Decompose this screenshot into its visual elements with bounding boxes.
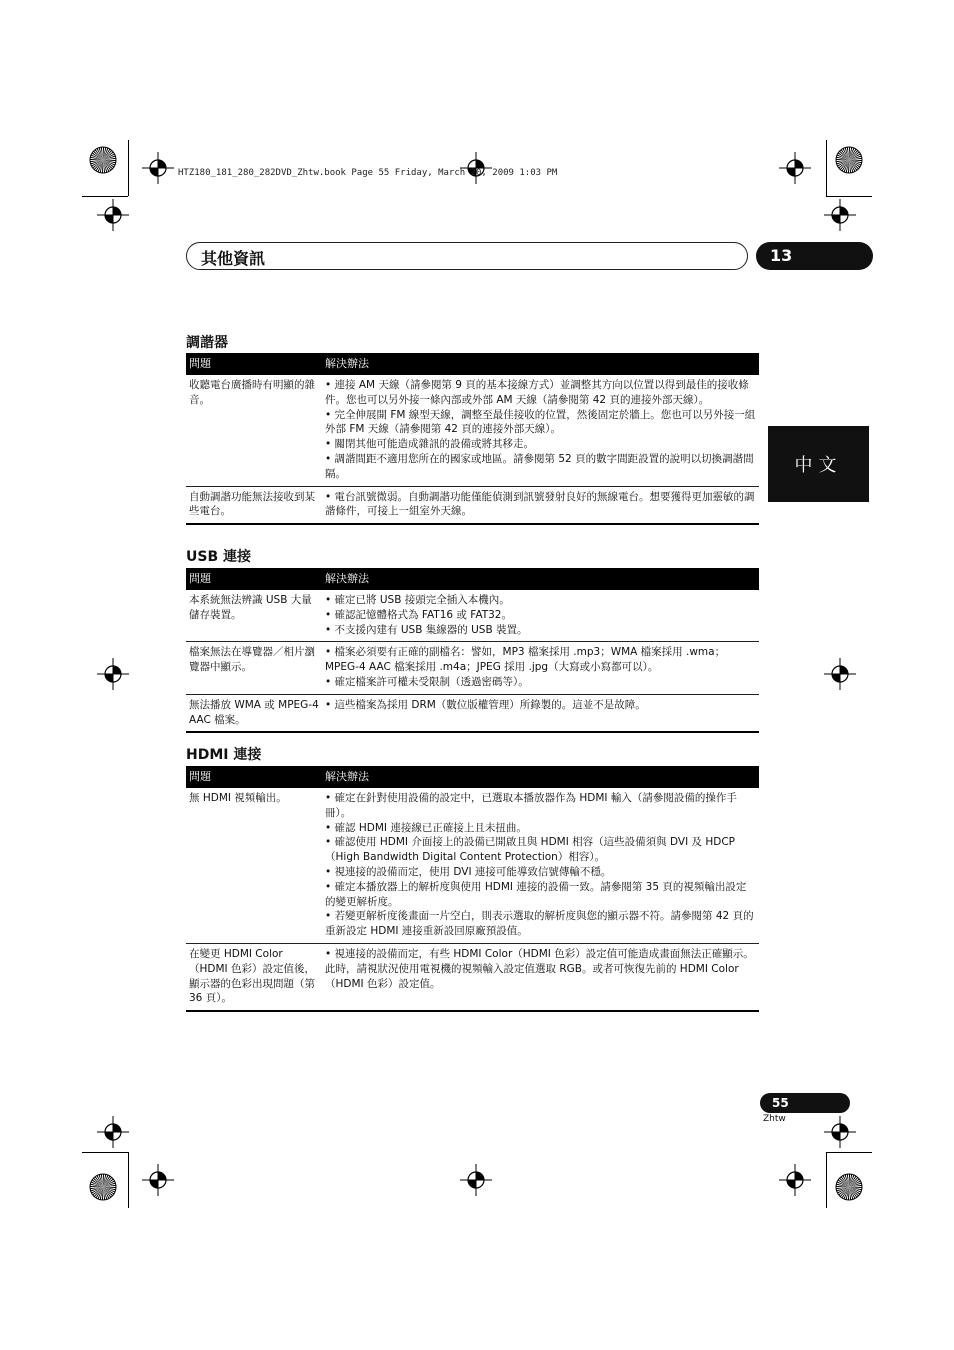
language-side-tab: 中文 (768, 426, 869, 502)
solution-item: • 確定已將 USB 接頭完全插入本機內。 (325, 594, 510, 606)
problem-cell: 檔案無法在導覽器／相片瀏覽器中顯示。 (186, 642, 322, 694)
trim-line (826, 140, 827, 196)
solution-item: • 確認使用 HDMI 介面接上的設備已開啟且與 HDMI 相容（這些設備須與 DVI 及 HDCP（High Bandwidth Digital Content Protection）相容）。 (325, 836, 735, 864)
table-row (186, 943, 759, 1011)
solution-cell (322, 694, 759, 732)
table-row (186, 642, 759, 694)
starburst-target-icon (835, 146, 863, 174)
solution-item: • 確認記憶體格式為 FAT16 或 FAT32。 (325, 608, 512, 621)
solution-item: • 視連接的設備而定，使用 DVI 連接可能導致信號傳輸不穩。 (325, 865, 612, 878)
solution-cell (322, 375, 759, 486)
registration-mark-icon (824, 199, 856, 231)
problem-cell: 本系統無法辨識 USB 大量儲存裝置。 (186, 590, 322, 642)
registration-mark-icon (142, 1164, 174, 1196)
problem-cell: 自動調諧功能無法接收到某些電台。 (186, 486, 322, 524)
column-header-solution: 解決辦法 (322, 353, 759, 375)
page-language-code: Zhtw (763, 1114, 786, 1124)
problem-cell: 無 HDMI 視頻輸出。 (186, 788, 322, 943)
table-row (186, 788, 759, 943)
solution-item: • 這些檔案為採用 DRM（數位版權管理）所錄製的。這並不是故障。 (325, 698, 646, 711)
solution-cell (322, 590, 759, 642)
chapter-number-badge: 13 (756, 242, 873, 270)
usb-table (186, 568, 759, 733)
section-title-hdmi: HDMI 連接 (186, 747, 262, 763)
trim-line (128, 1152, 129, 1208)
solution-item: • 確認 HDMI 連接線已正確接上且未扭曲。 (325, 821, 527, 834)
chapter-title-bar (186, 242, 748, 270)
trim-line (128, 140, 129, 196)
column-header-solution: 解決辦法 (322, 568, 759, 590)
solution-cell (322, 788, 759, 943)
trim-line (82, 196, 128, 197)
problem-cell: 收聽電台廣播時有明顯的雜音。 (186, 375, 322, 486)
solution-item: • 連接 AM 天線（請參閱第 9 頁的基本接線方式）並調整其方向以位置以得到最佳的接收條件。您也可以另外接一條內部或外部 AM 天線（請參閱第 42 頁的連接外部天線）。 (325, 379, 749, 406)
trim-line (82, 1152, 128, 1153)
solution-item: • 檔案必須要有正確的副檔名：譬如，MP3 檔案採用 .mp3；WMA 檔案採用 .wma；MPEG-4 AAC 檔案採用 .m4a；JPEG 採用 .jpg（大寫或小寫都可以）。 (325, 646, 726, 674)
trim-line (826, 1152, 872, 1153)
print-file-header: HTZ180_181_280_282DVD_Zhtw.book Page 55 Friday, March 20, 2009 1:03 PM (178, 168, 558, 178)
hdmi-table (186, 766, 759, 1012)
solution-item: • 關閉其他可能造成雜訊的設備或將其移走。 (325, 438, 535, 451)
solution-cell (322, 943, 759, 1011)
solution-item: • 不支援內建有 USB 集線器的 USB 裝置。 (325, 623, 528, 636)
solution-item: • 完全伸展開 FM 線型天線，調整至最佳接收的位置，然後固定於牆上。您也可以另外接一組外部 FM 天線（請參閱第 42 頁的連接外部天線）。 (325, 408, 756, 436)
solution-item: • 確定檔案許可權未受限制（透過密碼等）。 (325, 675, 529, 688)
registration-mark-icon (97, 658, 129, 690)
solution-item: • 若變更解析度後畫面一片空白，則表示選取的解析度與您的顯示器不符。請參閱第 42 頁的重新設定 HDMI 連接重新設回原廠預設值。 (325, 910, 754, 938)
solution-item: • 電台訊號微弱。自動調諧功能僅能偵測到訊號發射良好的無線電台。想要獲得更加靈敏的調諧條件，可接上一組室外天線。 (325, 490, 755, 518)
solution-item: • 調諧間距不適用您所在的國家或地區。請參閱第 52 頁的數字間距設置的說明以切換調諧間隔。 (325, 452, 754, 480)
solution-cell (322, 486, 759, 524)
solution-item: • 確定本播放器上的解析度與使用 HDMI 連接的設備一致。請參閱第 35 頁的視頻輸出設定的變更解析度。 (325, 880, 747, 908)
trim-line (826, 196, 872, 197)
page-number-badge: 55 (760, 1093, 850, 1113)
solution-item: • 視連接的設備而定，有些 HDMI Color（HDMI 色彩）設定值可能造成畫面無法正確顯示。此時，請視狀況使用電視機的視頻輸入設定值選取 RGB。或者可恢復先前的 HDMI Color（HDMI 色彩）設定值。 (325, 947, 754, 990)
tuner-table (186, 353, 759, 525)
trim-line (826, 1152, 827, 1208)
registration-mark-icon (824, 658, 856, 690)
solution-item: • 確定在針對使用設備的設定中，已選取本播放器作為 HDMI 輸入（請參閱設備的操作手冊）。 (325, 792, 737, 819)
registration-mark-icon (824, 1116, 856, 1148)
section-title-usb: USB 連接 (186, 549, 251, 565)
starburst-target-icon (89, 146, 117, 174)
registration-mark-icon (142, 152, 174, 184)
registration-mark-icon (97, 199, 129, 231)
table-row (186, 486, 759, 524)
section-title-tuner: 調諧器 (186, 335, 228, 351)
problem-cell: 在變更 HDMI Color（HDMI 色彩）設定值後，顯示器的色彩出現問題（第 36 頁）。 (186, 943, 322, 1011)
solution-cell (322, 642, 759, 694)
starburst-target-icon (89, 1173, 117, 1201)
starburst-target-icon (835, 1173, 863, 1201)
registration-mark-icon (97, 1116, 129, 1148)
column-header-problem: 問題 (186, 568, 322, 590)
table-row (186, 375, 759, 486)
chapter-title: 其他資訊 (201, 249, 266, 268)
registration-mark-icon (460, 1164, 492, 1196)
table-row (186, 590, 759, 642)
column-header-solution: 解決辦法 (322, 766, 759, 788)
table-row (186, 694, 759, 732)
column-header-problem: 問題 (186, 766, 322, 788)
registration-mark-icon (779, 152, 811, 184)
registration-mark-icon (779, 1164, 811, 1196)
column-header-problem: 問題 (186, 353, 322, 375)
problem-cell: 無法播放 WMA 或 MPEG-4 AAC 檔案。 (186, 694, 322, 732)
